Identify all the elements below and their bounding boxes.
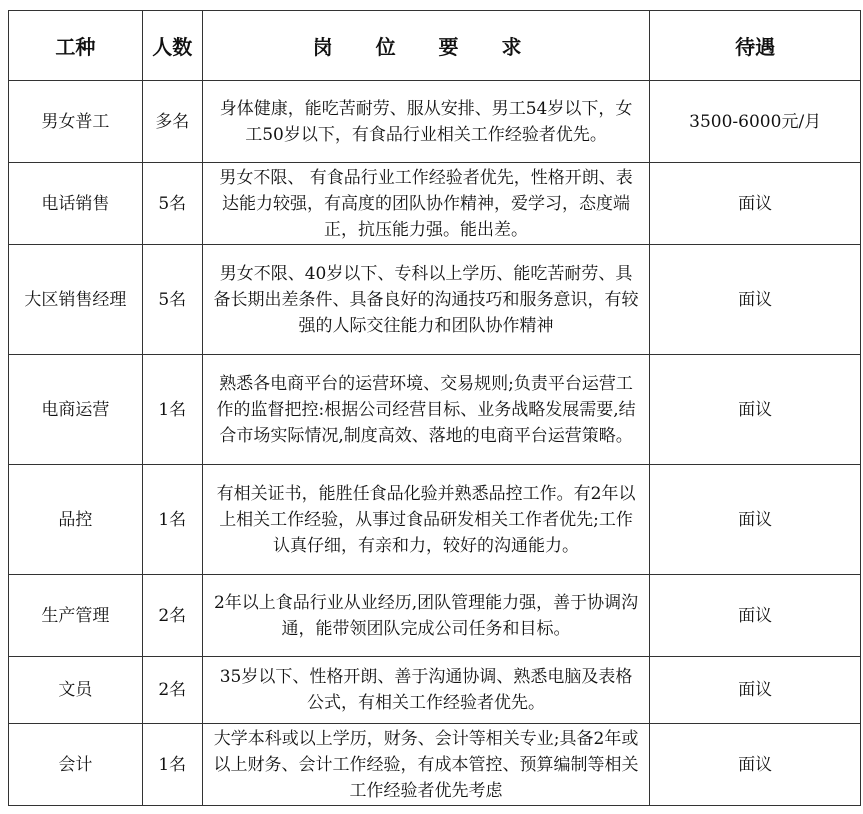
headcount-cell: 5名 bbox=[142, 163, 202, 245]
headcount-cell: 1名 bbox=[142, 724, 202, 806]
headcount-cell: 1名 bbox=[142, 355, 202, 465]
pay-cell: 面议 bbox=[650, 575, 861, 657]
table-row bbox=[9, 245, 861, 355]
table-row bbox=[9, 81, 861, 163]
headcount-cell: 2名 bbox=[142, 657, 202, 724]
job-type-cell: 大区销售经理 bbox=[9, 245, 143, 355]
headcount-cell: 1名 bbox=[142, 465, 202, 575]
table-row bbox=[9, 355, 861, 465]
pay-cell: 面议 bbox=[650, 465, 861, 575]
headcount-cell: 5名 bbox=[142, 245, 202, 355]
job-type-cell: 会计 bbox=[9, 724, 143, 806]
headcount-cell: 多名 bbox=[142, 81, 202, 163]
requirements-cell: 35岁以下、性格开朗、善于沟通协调、熟悉电脑及表格公式，有相关工作经验者优先。 bbox=[202, 657, 650, 724]
job-type-cell: 电话销售 bbox=[9, 163, 143, 245]
table-row bbox=[9, 465, 861, 575]
table-header-row bbox=[9, 11, 861, 81]
requirements-cell: 2年以上食品行业从业经历,团队管理能力强，善于协调沟通，能带领团队完成公司任务和目标。 bbox=[202, 575, 650, 657]
table-row bbox=[9, 575, 861, 657]
pay-cell: 面议 bbox=[650, 657, 861, 724]
job-requirements-table bbox=[8, 10, 861, 806]
job-type-cell: 男女普工 bbox=[9, 81, 143, 163]
job-type-cell: 生产管理 bbox=[9, 575, 143, 657]
header-headcount: 人数 bbox=[142, 11, 202, 81]
requirements-cell: 男女不限、 有食品行业工作经验者优先，性格开朗、表达能力较强，有高度的团队协作精神，爱学习，态度端正，抗压能力强。能出差。 bbox=[202, 163, 650, 245]
pay-cell: 面议 bbox=[650, 245, 861, 355]
requirements-cell: 身体健康，能吃苦耐劳、服从安排、男工54岁以下，女工50岁以下，有食品行业相关工作经验者优先。 bbox=[202, 81, 650, 163]
requirements-cell: 有相关证书，能胜任食品化验并熟悉品控工作。有2年以上相关工作经验，从事过食品研发相关工作者优先;工作认真仔细，有亲和力，较好的沟通能力。 bbox=[202, 465, 650, 575]
job-type-cell: 文员 bbox=[9, 657, 143, 724]
pay-cell: 面议 bbox=[650, 355, 861, 465]
pay-cell: 面议 bbox=[650, 163, 861, 245]
job-type-cell: 品控 bbox=[9, 465, 143, 575]
pay-cell: 面议 bbox=[650, 724, 861, 806]
job-type-cell: 电商运营 bbox=[9, 355, 143, 465]
requirements-cell: 大学本科或以上学历，财务、会计等相关专业;具备2年或以上财务、会计工作经验，有成本管控、预算编制等相关工作经验者优先考虑 bbox=[202, 724, 650, 806]
table-row bbox=[9, 657, 861, 724]
requirements-cell: 熟悉各电商平台的运营环境、交易规则;负责平台运营工作的监督把控:根据公司经营目标、业务战略发展需要,结合市场实际情况,制度高效、落地的电商平台运营策略。 bbox=[202, 355, 650, 465]
requirements-cell: 男女不限、40岁以下、专科以上学历、能吃苦耐劳、具备长期出差条件、具备良好的沟通技巧和服务意识，有较强的人际交往能力和团队协作精神 bbox=[202, 245, 650, 355]
header-job-type: 工种 bbox=[9, 11, 143, 81]
table-row bbox=[9, 724, 861, 806]
table-row bbox=[9, 163, 861, 245]
header-pay: 待遇 bbox=[650, 11, 861, 81]
pay-cell: 3500-6000元/月 bbox=[650, 81, 861, 163]
header-requirements: 岗 位 要 求 bbox=[202, 11, 650, 81]
headcount-cell: 2名 bbox=[142, 575, 202, 657]
